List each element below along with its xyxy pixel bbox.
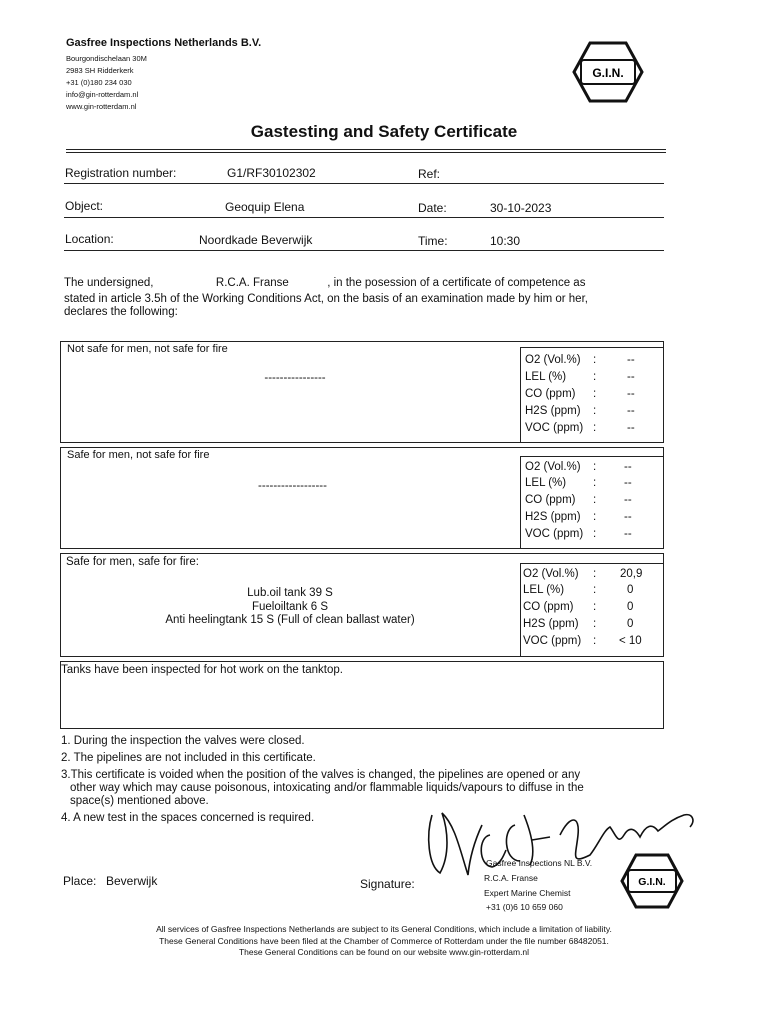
meas-label: O2 (Vol.%) bbox=[523, 568, 579, 580]
footer-line: These General Conditions have been filed at the Chamber of Commerce of Rotterdam under the file number 68482051. bbox=[159, 936, 609, 946]
meas-value: -- bbox=[627, 371, 635, 383]
meas-sep: : bbox=[593, 601, 597, 613]
object-value: Geoquip Elena bbox=[225, 200, 305, 214]
meas-sep: : bbox=[593, 494, 597, 506]
logo-text: G.I.N. bbox=[592, 66, 624, 80]
stamp-company: Gasfree Inspections NL B.V. bbox=[486, 858, 593, 868]
declaration-post: , in the posession of a certificate of competence as bbox=[327, 277, 586, 289]
meas-sep: : bbox=[593, 477, 597, 489]
hotwork-note: Tanks have been inspected for hot work on the tanktop. bbox=[61, 664, 343, 676]
meas-label: O2 (Vol.%) bbox=[525, 461, 581, 473]
meas-sep: : bbox=[593, 511, 597, 523]
section-title: Safe for men, not safe for fire bbox=[67, 449, 210, 461]
meas-sep: : bbox=[593, 371, 597, 383]
company-name: Gasfree Inspections Netherlands B.V. bbox=[66, 37, 262, 49]
inspector-name: R.C.A. Franse bbox=[215, 277, 289, 289]
registration-label: Registration number: bbox=[65, 166, 177, 180]
meas-label: LEL (%) bbox=[523, 584, 565, 596]
section-body-line: ------------------ bbox=[258, 480, 327, 492]
meas-sep: : bbox=[593, 635, 597, 647]
meas-value: -- bbox=[627, 405, 635, 417]
meas-value: 0 bbox=[627, 618, 634, 630]
meas-sep: : bbox=[593, 568, 597, 580]
meas-sep: : bbox=[593, 354, 597, 366]
meas-value: -- bbox=[624, 494, 632, 506]
note-4: 4. A new test in the spaces concerned is required. bbox=[61, 812, 315, 824]
meas-sep: : bbox=[593, 584, 597, 596]
registration-value: G1/RF30102302 bbox=[227, 166, 316, 180]
signature-label: Signature: bbox=[360, 877, 415, 891]
note-3-cont: space(s) mentioned above. bbox=[70, 795, 209, 807]
meas-value: -- bbox=[624, 511, 632, 523]
place-label: Place: bbox=[63, 874, 97, 888]
note-3: 3.This certificate is voided when the position of the valves is changed, the pipelines are opened or any bbox=[61, 769, 581, 781]
date-value: 30-10-2023 bbox=[490, 201, 552, 215]
meas-value: < 10 bbox=[619, 635, 642, 647]
company-address-line: 2983 SH Ridderkerk bbox=[66, 66, 134, 75]
meas-value: 0 bbox=[627, 601, 634, 613]
meas-sep: : bbox=[593, 422, 597, 434]
meas-sep: : bbox=[593, 405, 597, 417]
declaration-pre: The undersigned, bbox=[64, 277, 154, 289]
meas-value: -- bbox=[624, 477, 632, 489]
meas-label: H2S (ppm) bbox=[525, 511, 581, 523]
note-3-cont: other way which may cause poisonous, intoxicating and/or flammable liquids/vapours to diffuse in the bbox=[70, 782, 584, 794]
meas-sep: : bbox=[593, 388, 597, 400]
meas-sep: : bbox=[593, 618, 597, 630]
declaration-line-1 bbox=[64, 277, 644, 290]
meas-label: LEL (%) bbox=[525, 371, 567, 383]
company-address-line: Bourgondischelaan 30M bbox=[66, 54, 147, 63]
meas-value: -- bbox=[627, 422, 635, 434]
meas-value: -- bbox=[627, 388, 635, 400]
section-title: Safe for men, safe for fire: bbox=[66, 556, 199, 568]
time-value: 10:30 bbox=[490, 234, 521, 248]
certificate-title: Gastesting and Safety Certificate bbox=[250, 122, 518, 141]
meas-value: -- bbox=[627, 354, 635, 366]
meas-label: H2S (ppm) bbox=[523, 618, 579, 630]
declaration-line-3: declares the following: bbox=[64, 306, 178, 318]
meas-label: VOC (ppm) bbox=[525, 528, 584, 540]
meas-label: H2S (ppm) bbox=[525, 405, 581, 417]
meas-value: -- bbox=[624, 461, 632, 473]
section-body-line: Fueloiltank 6 S bbox=[251, 601, 329, 613]
declaration-line-2: stated in article 3.5h of the Working Conditions Act, on the basis of an examination made by him or her, bbox=[64, 293, 588, 305]
company-address-line: www.gin-rotterdam.nl bbox=[66, 102, 137, 111]
stamp-phone: +31 (0)6 10 659 060 bbox=[486, 902, 563, 912]
meas-value: 20,9 bbox=[620, 568, 643, 580]
location-value: Noordkade Beverwijk bbox=[199, 233, 313, 247]
footer-line: All services of Gasfree Inspections Netherlands are subject to its General Conditions, which include a limitation of liability. bbox=[156, 924, 612, 934]
section-body-line: Anti heelingtank 15 S (Full of clean ballast water) bbox=[165, 614, 415, 626]
gin-stamp-logo bbox=[620, 852, 684, 910]
meas-label: CO (ppm) bbox=[523, 601, 574, 613]
stamp-title: Expert Marine Chemist bbox=[484, 888, 571, 898]
location-label: Location: bbox=[65, 232, 114, 246]
stamp-logo-text: G.I.N. bbox=[638, 876, 666, 888]
company-address-line: info@gin-rotterdam.nl bbox=[66, 90, 139, 99]
section-body-line: Lub.oil tank 39 S bbox=[247, 587, 333, 599]
meas-label: LEL (%) bbox=[525, 477, 567, 489]
stamp-name: R.C.A. Franse bbox=[484, 873, 538, 883]
note-2: 2. The pipelines are not included in this certificate. bbox=[61, 752, 316, 764]
object-label: Object: bbox=[65, 199, 104, 213]
meas-sep: : bbox=[593, 528, 597, 540]
ref-label: Ref: bbox=[418, 167, 441, 181]
place-value: Beverwijk bbox=[106, 874, 158, 888]
footer-line: These General Conditions can be found on our website www.gin-rotterdam.nl bbox=[238, 947, 530, 957]
date-label: Date: bbox=[418, 201, 447, 215]
time-label: Time: bbox=[418, 234, 448, 248]
gin-logo bbox=[572, 40, 644, 104]
meas-sep: : bbox=[593, 461, 597, 473]
meas-label: CO (ppm) bbox=[525, 494, 576, 506]
section-title: Not safe for men, not safe for fire bbox=[67, 343, 228, 355]
note-1: 1. During the inspection the valves were closed. bbox=[61, 735, 305, 747]
section-body-line: ---------------- bbox=[264, 372, 326, 384]
meas-value: 0 bbox=[627, 584, 634, 596]
meas-label: VOC (ppm) bbox=[523, 635, 582, 647]
meas-label: O2 (Vol.%) bbox=[525, 354, 581, 366]
company-address-line: +31 (0)180 234 030 bbox=[66, 78, 132, 87]
meas-label: CO (ppm) bbox=[525, 388, 576, 400]
meas-value: -- bbox=[624, 528, 632, 540]
meas-label: VOC (ppm) bbox=[525, 422, 584, 434]
